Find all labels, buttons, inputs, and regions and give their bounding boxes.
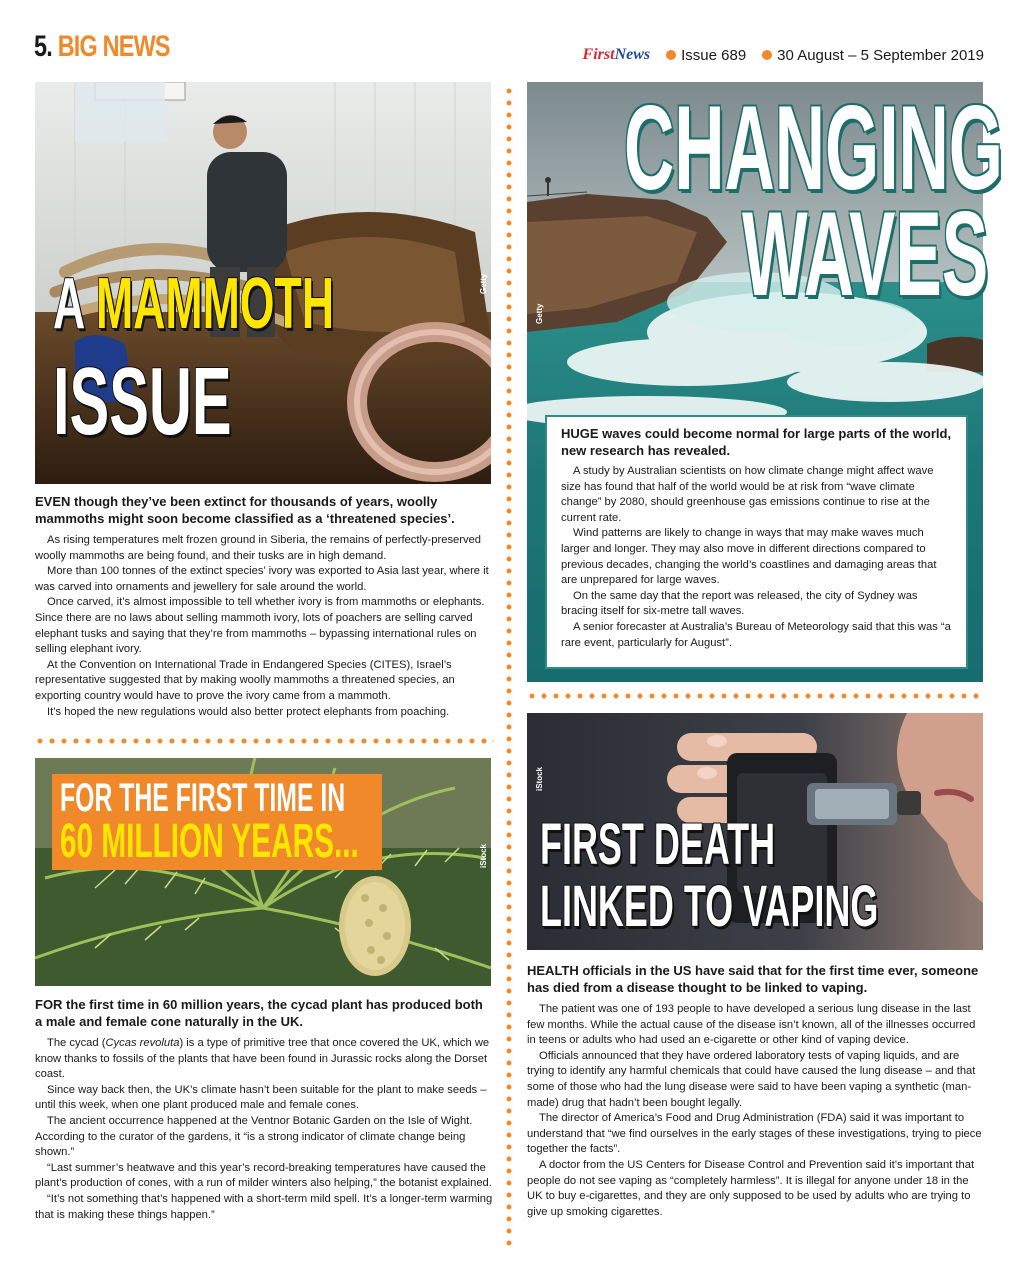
- page-header: [34, 30, 984, 70]
- bullet-dot-icon: [666, 50, 676, 60]
- vaping-headline-line1: FIRST DEATH: [540, 812, 776, 877]
- page-section-title: [34, 30, 170, 64]
- photo-credit: Getty: [535, 303, 544, 324]
- bullet-dot-icon: [762, 50, 772, 60]
- waves-article-box: [545, 415, 968, 669]
- vaping-headline-line2: LINKED TO VAPING: [540, 874, 879, 939]
- vaping-paragraph: The patient was one of 193 people to have developed a serious lung disease in the last few months. While the actual cause of the disease isn’t known, all of the illnesses occurred in teens or adults who had used an e-cigarette or other kind of vaping device.: [527, 1003, 976, 1047]
- mammoth-paragraph: Once carved, it’s almost impossible to tell whether ivory is from mammoths or elephants. Since there are no laws about selling mammoth ivory, lots of poachers are selling carved elephant tusks and saying that they’re from mammoths – bypassing international rules on selling elephant ivory.: [35, 596, 485, 656]
- waves-headline-line1: CHANGING: [624, 81, 1003, 215]
- waves-paragraph: Wind patterns are likely to change in ways that may make waves much larger and longer. They may also move in different directions compared to previous decades, changing the world’s coastlines and damaging areas that are unprepared for large waves.: [561, 527, 937, 587]
- waves-headline-line2: WAVES: [742, 187, 989, 321]
- mammoth-lead: EVEN though they’ve been extinct for thousands of years, woolly mammoths might soon become classified as a ‘threatened species’.: [35, 494, 455, 526]
- cycad-lead: FOR the first time in 60 million years, the cycad plant has produced both a male and female cone naturally in the UK.: [35, 997, 483, 1029]
- mammoth-paragraph: More than 100 tonnes of the extinct species’ ivory was exported to Asia last year, where it was carved into ornaments and jewellery for sale around the world.: [35, 565, 489, 593]
- mammoth-paragraph: It’s hoped the new regulations would also better protect elephants from poaching.: [47, 705, 450, 718]
- mammoth-headline-line1: A MAMMOTH: [53, 264, 335, 344]
- masthead: [583, 46, 984, 64]
- section-name: BIG NEWS: [57, 30, 170, 63]
- photo-credit: iStock: [535, 766, 544, 791]
- mammoth-body: [35, 533, 493, 720]
- vaping-lead: HEALTH officials in the US have said that for the first time ever, someone has died from a disease thought to be linked to vaping.: [527, 963, 979, 995]
- waves-paragraph: On the same day that the report was released, the city of Sydney was bracing itself for six-metre tall waves.: [561, 589, 918, 618]
- cycad-headline-line2: 60 MILLION YEARS...: [60, 815, 359, 868]
- page-number: 5.: [34, 30, 52, 63]
- waves-lead: HUGE waves could become normal for large parts of the world, new research has revealed.: [561, 426, 952, 458]
- vaping-paragraph: A doctor from the US Centers for Disease Control and Prevention said it’s important that people do not see vaping as “completely harmless”. It is illegal for anyone under 18 in the UK to buy e-cigarettes, and they are only supposed to be used by adults who are trying to give up smoking cigarettes.: [527, 1158, 975, 1218]
- cycad-paragraph: “Last summer’s heatwave and this year’s record-breaking temperatures have caused the plant’s production of cones, with a run of milder winters also helping,” the botanist explained.: [35, 1161, 492, 1190]
- cycad-body: [35, 1036, 493, 1223]
- issue-number: Issue 689: [666, 47, 746, 64]
- waves-paragraph: A study by Australian scientists on how climate change might affect wave size has found that half of the world would be at risk from “wave climate change” by 2080, should greenhouse gas emissions continue to rise at the current rate.: [561, 465, 934, 524]
- story-divider-right: [526, 693, 984, 699]
- vaping-paragraph: The director of America’s Food and Drug Administration (FDA) said it was important to understand that “we find ourselves in the early stages of these investigations, trying to piece together the facts”.: [527, 1112, 982, 1156]
- mammoth-paragraph: As rising temperatures melt frozen ground in Siberia, the remains of perfectly-preserved woolly mammoths are being found, and their tusks are in high demand.: [35, 534, 482, 562]
- vaping-body: [527, 1002, 983, 1220]
- waves-paragraph: A senior forecaster at Australia’s Bureau of Meteorology said that this was “a rare event, particularly for August”.: [561, 620, 951, 649]
- vaping-paragraph: Officials announced that they have ordered laboratory tests of vaping liquids, and are trying to identify any harmful chemicals that could have caused the lung disease – and that some of those who had the lung disease were said to have been vaping a synthetic (man-made) drug that hadn’t been bought legally.: [527, 1049, 976, 1109]
- issue-date: 30 August – 5 September 2019: [762, 47, 984, 64]
- cycad-paragraph: “It’s not something that’s happened with a short-term mild spell. It’s a longer-term warming that is making these things happen.”: [35, 1192, 493, 1221]
- brand-logo: FirstNews: [582, 46, 651, 63]
- cycad-paragraph: The ancient occurrence happened at the Ventnor Botanic Garden on the Isle of Wight. According to the curator of the gardens, it “is a strong indicator of climate change being shown.”: [35, 1114, 473, 1159]
- cycad-paragraph: Since way back then, the UK’s climate hasn’t been suitable for the plant to make seeds – until this week, when one plant produced male and female cones.: [35, 1083, 487, 1112]
- story-divider-left: [34, 738, 494, 744]
- photo-credit: Getty: [479, 273, 488, 294]
- column-divider: [506, 85, 512, 1250]
- mammoth-paragraph: At the Convention on International Trade in Endangered Species (CITES), Israel’s representative suggested that by making woolly mammoths a threatened species, an exporting country would have to prove the ivory came from a mammoth.: [35, 658, 455, 702]
- cycad-headline-line1: FOR THE FIRST TIME IN: [60, 776, 346, 820]
- cycad-paragraph: The cycad (Cycas revoluta) is a type of primitive tree that once covered the UK, which we know thanks to fossils of the plants that have been found in Jurassic rocks along the Dorset coast.: [35, 1037, 490, 1081]
- waves-body: [561, 464, 954, 651]
- photo-credit: iStock: [479, 843, 488, 868]
- mammoth-headline-line2: ISSUE: [53, 348, 232, 455]
